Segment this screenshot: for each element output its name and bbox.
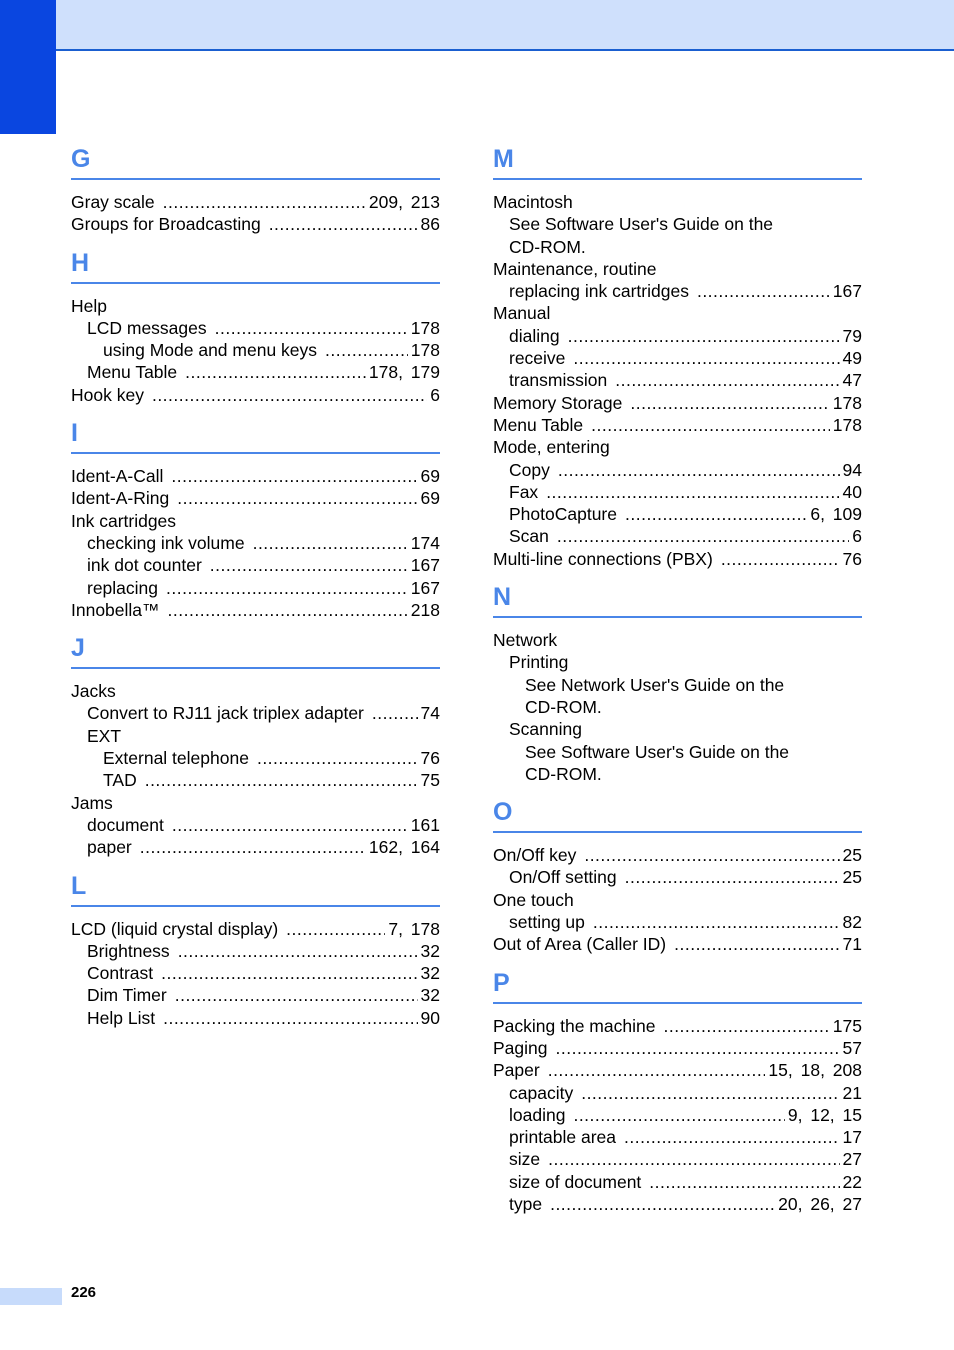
entry-pages: 79 xyxy=(842,325,862,346)
entry-term: checking ink volume xyxy=(87,532,245,553)
entry-pages: 32 xyxy=(420,940,440,961)
entry-pages: 71 xyxy=(842,934,862,955)
index-entry xyxy=(493,1059,862,1081)
entry-term: LCD messages xyxy=(87,317,207,338)
section-letter: N xyxy=(493,578,862,618)
dot-leader xyxy=(269,213,418,235)
dot-leader xyxy=(630,392,829,414)
dot-leader xyxy=(548,1148,839,1170)
index-section-p xyxy=(493,964,862,1216)
entry-term: CD-ROM. xyxy=(525,763,602,784)
dot-leader xyxy=(697,280,830,302)
index-entry xyxy=(493,481,862,503)
entry-term: Gray scale xyxy=(71,192,155,212)
entry-pages: 6, 109 xyxy=(810,504,862,525)
entry-term: PhotoCapture xyxy=(509,504,617,525)
index-entry xyxy=(71,962,440,984)
dot-leader xyxy=(215,317,408,339)
index-column-right xyxy=(493,140,862,1223)
entry-pages: 69 xyxy=(420,466,440,487)
dot-leader xyxy=(185,361,366,383)
index-entry xyxy=(71,532,440,554)
index-entry xyxy=(71,361,440,383)
index-entry xyxy=(71,940,440,962)
entry-term: Scanning xyxy=(509,719,582,740)
index-entry xyxy=(493,741,862,763)
dot-leader xyxy=(210,554,408,576)
dot-leader xyxy=(286,918,385,940)
entry-term: transmission xyxy=(509,370,608,391)
index-entry xyxy=(71,680,440,702)
index-entry xyxy=(493,436,862,458)
entry-term: Ident-A-Call xyxy=(71,466,164,487)
entry-pages: 82 xyxy=(842,912,862,933)
entry-term: Printing xyxy=(509,652,569,673)
entry-term: Convert to RJ11 jack triplex adapter xyxy=(87,703,364,724)
index-entry xyxy=(493,763,862,785)
section-letter: P xyxy=(493,964,862,1004)
entry-term: Network xyxy=(493,630,558,651)
entry-pages: 94 xyxy=(842,459,862,480)
dot-leader xyxy=(166,577,408,599)
entry-term: capacity xyxy=(509,1082,574,1103)
index-entry xyxy=(71,814,440,836)
entry-term: On/Off setting xyxy=(509,867,617,888)
index-entry xyxy=(493,696,862,718)
entry-term: CD-ROM. xyxy=(525,696,602,717)
entry-term: Paper xyxy=(493,1060,540,1081)
index-section-l xyxy=(71,867,440,1029)
entry-term: Ident-A-Ring xyxy=(71,488,170,509)
entry-term: Hook key xyxy=(71,384,144,405)
index-entry xyxy=(71,554,440,576)
entry-term: Macintosh xyxy=(493,192,573,212)
index-entry xyxy=(493,258,862,280)
section-letter: I xyxy=(71,414,440,454)
index-section-o xyxy=(493,793,862,955)
dot-leader xyxy=(546,481,839,503)
entry-term: Contrast xyxy=(87,963,154,984)
index-entry xyxy=(493,844,862,866)
dot-leader xyxy=(175,984,418,1006)
dot-leader xyxy=(152,384,427,406)
entry-term: Paging xyxy=(493,1037,548,1058)
entry-term: Out of Area (Caller ID) xyxy=(493,934,667,955)
index-entry xyxy=(493,347,862,369)
entry-pages: 6 xyxy=(852,526,862,547)
index-entry xyxy=(493,651,862,673)
section-letter: J xyxy=(71,629,440,669)
chapter-tab xyxy=(0,0,56,134)
index-entry xyxy=(71,747,440,769)
entry-term: Mode, entering xyxy=(493,437,610,458)
entry-pages: 27 xyxy=(842,1149,862,1170)
index-entry xyxy=(493,236,862,258)
entry-pages: 209, 213 xyxy=(368,192,440,212)
entry-term: Multi-line connections (PBX) xyxy=(493,548,713,569)
index-section-j xyxy=(71,629,440,858)
entry-term: replacing ink cartridges xyxy=(509,281,689,302)
index-entry xyxy=(493,325,862,347)
index-entry xyxy=(493,548,862,570)
entry-pages: 22 xyxy=(842,1171,862,1192)
dot-leader xyxy=(721,548,840,570)
entry-term: See Software User's Guide on the xyxy=(525,741,790,762)
index-section-m xyxy=(493,140,862,570)
index-entry xyxy=(71,510,440,532)
dot-leader xyxy=(163,1007,417,1029)
dot-leader xyxy=(168,599,408,621)
entry-term: Ink cartridges xyxy=(71,510,177,531)
index-entry xyxy=(493,1148,862,1170)
entry-pages: 6 xyxy=(430,384,440,405)
index-section-g xyxy=(71,140,440,236)
index-entry xyxy=(493,911,862,933)
entry-term: using Mode and menu keys xyxy=(103,340,318,361)
entry-term: setting up xyxy=(509,912,585,933)
entry-pages: 76 xyxy=(420,748,440,769)
header-band xyxy=(0,0,954,51)
index-entry xyxy=(71,213,440,235)
entry-term: document xyxy=(87,814,164,835)
entry-term: size of document xyxy=(509,1171,642,1192)
entry-pages: 69 xyxy=(420,488,440,509)
entry-pages: 9, 12, 15 xyxy=(787,1104,862,1125)
index-entry xyxy=(71,317,440,339)
entry-term: ink dot counter xyxy=(87,555,202,576)
entry-term: Menu Table xyxy=(493,414,584,435)
entry-term: Manual xyxy=(493,303,551,324)
index-entry xyxy=(71,702,440,724)
entry-term: replacing xyxy=(87,577,159,598)
index-entry xyxy=(71,769,440,791)
dot-leader xyxy=(573,347,839,369)
entry-pages: 75 xyxy=(420,770,440,791)
dot-leader xyxy=(649,1171,839,1193)
entry-term: EXT xyxy=(87,725,122,746)
entry-pages: 178 xyxy=(832,414,862,435)
entry-pages: 167 xyxy=(410,577,440,598)
index-entry xyxy=(493,1037,862,1059)
entry-pages: 76 xyxy=(842,548,862,569)
dot-leader xyxy=(161,962,417,984)
dot-leader xyxy=(550,1193,775,1215)
index-section-h xyxy=(71,244,440,406)
index-entry xyxy=(493,1193,862,1215)
dot-leader xyxy=(568,325,840,347)
dot-leader xyxy=(145,769,418,791)
entry-pages: 57 xyxy=(842,1037,862,1058)
entry-term: Menu Table xyxy=(87,362,178,383)
dot-leader xyxy=(557,525,849,547)
index-entry xyxy=(493,1104,862,1126)
footer-band xyxy=(0,1288,62,1305)
dot-leader xyxy=(593,911,840,933)
entry-pages: 86 xyxy=(420,214,440,235)
page-number: 226 xyxy=(71,1284,97,1301)
dot-leader xyxy=(140,836,366,858)
dot-leader xyxy=(591,414,830,436)
entry-term: Brightness xyxy=(87,940,170,961)
index-entry xyxy=(71,1007,440,1029)
entry-pages: 20, 26, 27 xyxy=(778,1193,862,1214)
dot-leader xyxy=(325,339,408,361)
entry-pages: 178 xyxy=(832,392,862,413)
section-letter: H xyxy=(71,244,440,284)
index-entry xyxy=(71,577,440,599)
section-letter: O xyxy=(493,793,862,833)
entry-term: receive xyxy=(509,348,566,369)
entry-pages: 32 xyxy=(420,985,440,1006)
dot-leader xyxy=(177,487,417,509)
dot-leader xyxy=(624,1126,840,1148)
entry-term: Maintenance, routine xyxy=(493,258,657,279)
index-entry xyxy=(493,629,862,651)
index-section-i xyxy=(71,414,440,621)
entry-term: On/Off key xyxy=(493,845,577,866)
entry-pages: 218 xyxy=(410,599,440,620)
index-entry xyxy=(71,599,440,621)
entry-pages: 178, 179 xyxy=(368,362,440,383)
entry-pages: 175 xyxy=(832,1015,862,1036)
dot-leader xyxy=(663,1015,829,1037)
entry-term: Jams xyxy=(71,792,113,813)
entry-pages: 178 xyxy=(410,340,440,361)
entry-term: Help xyxy=(71,295,107,316)
dot-leader xyxy=(372,702,418,724)
index-entry xyxy=(493,191,862,213)
entry-term: loading xyxy=(509,1104,566,1125)
entry-pages: 167 xyxy=(410,555,440,576)
index-entry xyxy=(493,392,862,414)
index-column-left xyxy=(71,140,440,1037)
index-entry xyxy=(71,984,440,1006)
dot-leader xyxy=(548,1059,766,1081)
entry-term: Dim Timer xyxy=(87,985,167,1006)
entry-term: Scan xyxy=(509,526,549,547)
dot-leader xyxy=(163,191,366,213)
index-entry xyxy=(71,191,440,213)
entry-pages: 17 xyxy=(842,1127,862,1148)
entry-term: CD-ROM. xyxy=(509,236,586,257)
entry-term: TAD xyxy=(103,770,137,791)
entry-pages: 25 xyxy=(842,845,862,866)
entry-pages: 21 xyxy=(842,1082,862,1103)
dot-leader xyxy=(178,940,418,962)
entry-pages: 40 xyxy=(842,481,862,502)
index-entry xyxy=(493,1015,862,1037)
index-entry xyxy=(71,918,440,940)
entry-term: Help List xyxy=(87,1007,156,1028)
index-entry xyxy=(71,792,440,814)
dot-leader xyxy=(674,933,839,955)
index-entry xyxy=(493,1126,862,1148)
section-letter: M xyxy=(493,140,862,180)
entry-term: LCD (liquid crystal display) xyxy=(71,918,279,939)
dot-leader xyxy=(581,1082,839,1104)
entry-term: One touch xyxy=(493,889,574,910)
entry-term: paper xyxy=(87,837,132,858)
index-entry xyxy=(493,1082,862,1104)
dot-leader xyxy=(556,1037,840,1059)
entry-term: dialing xyxy=(509,325,560,346)
dot-leader xyxy=(558,459,840,481)
entry-pages: 174 xyxy=(410,532,440,553)
entry-term: size xyxy=(509,1149,541,1170)
entry-term: Fax xyxy=(509,481,539,502)
dot-leader xyxy=(171,465,417,487)
entry-pages: 162, 164 xyxy=(368,837,440,858)
index-entry xyxy=(71,487,440,509)
index-entry xyxy=(493,674,862,696)
dot-leader xyxy=(615,369,839,391)
entry-pages: 15, 18, 208 xyxy=(768,1060,862,1081)
dot-leader xyxy=(625,503,807,525)
entry-term: type xyxy=(509,1193,543,1214)
dot-leader xyxy=(625,866,840,888)
dot-leader xyxy=(172,814,408,836)
index-entry xyxy=(493,933,862,955)
entry-term: printable area xyxy=(509,1127,617,1148)
index-entry xyxy=(71,295,440,317)
index-entry xyxy=(493,1171,862,1193)
index-entry xyxy=(71,339,440,361)
index-entry xyxy=(493,414,862,436)
index-entry xyxy=(493,525,862,547)
index-entry xyxy=(493,213,862,235)
section-letter: L xyxy=(71,867,440,907)
entry-pages: 7, 178 xyxy=(388,918,440,939)
entry-pages: 74 xyxy=(420,703,440,724)
index-entry xyxy=(493,302,862,324)
entry-term: Memory Storage xyxy=(493,392,623,413)
entry-pages: 178 xyxy=(410,317,440,338)
index-entry xyxy=(493,369,862,391)
entry-term: Packing the machine xyxy=(493,1015,656,1036)
index-entry xyxy=(71,465,440,487)
entry-pages: 90 xyxy=(420,1007,440,1028)
index-entry xyxy=(493,280,862,302)
index-entry xyxy=(493,503,862,525)
entry-pages: 161 xyxy=(410,814,440,835)
entry-term: Groups for Broadcasting xyxy=(71,214,261,235)
section-letter: G xyxy=(71,140,440,180)
entry-term: External telephone xyxy=(103,748,249,769)
entry-term: See Software User's Guide on the xyxy=(509,214,774,235)
entry-pages: 25 xyxy=(842,867,862,888)
index-entry xyxy=(71,836,440,858)
entry-pages: 47 xyxy=(842,370,862,391)
index-entry xyxy=(71,384,440,406)
index-section-n xyxy=(493,578,862,785)
entry-pages: 32 xyxy=(420,963,440,984)
dot-leader xyxy=(253,532,408,554)
index-entry xyxy=(493,718,862,740)
entry-pages: 49 xyxy=(842,348,862,369)
index-entry xyxy=(493,866,862,888)
dot-leader xyxy=(257,747,418,769)
dot-leader xyxy=(584,844,839,866)
index-entry xyxy=(71,725,440,747)
entry-term: Jacks xyxy=(71,681,116,702)
entry-term: See Network User's Guide on the xyxy=(525,674,785,695)
index-entry xyxy=(493,889,862,911)
entry-term: Innobella™ xyxy=(71,599,160,620)
index-entry xyxy=(493,459,862,481)
entry-pages: 167 xyxy=(832,281,862,302)
dot-leader xyxy=(573,1104,784,1126)
entry-term: Copy xyxy=(509,459,550,480)
